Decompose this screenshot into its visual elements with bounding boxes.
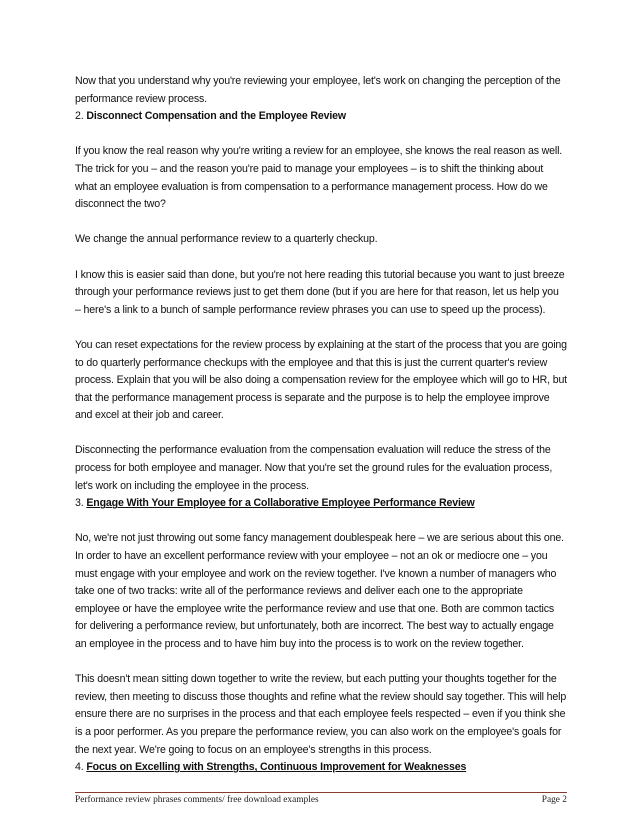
section-heading-4 <box>75 759 567 777</box>
section-title: Engage With Your Employee for a Collaborative Employee Performance Review <box>86 497 475 510</box>
section-number: 3. <box>75 497 84 510</box>
page-number: Page 2 <box>541 795 567 805</box>
paragraph: Disconnecting the performance evaluation from the compensation evaluation will reduce the stress of the process for both employee and manager. Now that you're set the ground rules for the evaluation process, let's work on including the employee in the process. <box>75 444 553 492</box>
paragraph: We change the annual performance review to a quarterly checkup. <box>75 233 378 246</box>
paragraph: You can reset expectations for the review process by explaining at the start of the process that you are going to do quarterly performance checkups with the employee and that this is just the current quarter's review process. Explain that you will be also doing a compensation review for the employee which will go to HR, but that the performance management process is separate and the purpose is to help the employee improve and excel at their job and career. <box>75 338 567 422</box>
document-body <box>75 73 567 777</box>
paragraph-intro: Now that you understand why you're reviewing your employee, let's work on changing the perception of the performance review process. <box>75 75 561 105</box>
paragraph: If you know the real reason why you're writing a review for an employee, she knows the real reason as well. The trick for you – and the reason you're paid to manage your employees – is to shift the thinking about what an employee evaluation is from compensation to a performance management process. How do we disconnect the two? <box>75 145 563 211</box>
section-heading-3 <box>75 495 567 513</box>
paragraph: This doesn't mean sitting down together to write the review, but each putting your thoughts together for the review, then meeting to discuss those thoughts and refine what the review should say together. This will help ensure there are no surprises in the process and that each employee feels respected – even if you think she is a poor performer. As you prepare the performance review, you can also work on the employee's goals for the next year. We're going to focus on an employee's strengths in this process. <box>75 673 567 756</box>
paragraph: I know this is easier said than done, but you're not here reading this tutorial because you want to just breeze through your performance reviews just to get them done (but if you are here for that reason, let us help you – here's a link to a bunch of sample performance review phrases you can use to speed up the process). <box>75 268 565 316</box>
section-number: 4. <box>75 761 84 774</box>
paragraph: No, we're not just throwing out some fancy management doublespeak here – we are serious about this one. In order to have an excellent performance review with your employee – not an ok or mediocre one – you must engage with your employee and work on the review together. I've known a number of managers who take one of two tracks: write all of the performance reviews and deliver each one to the appropriate employee or have the employee write the performance review and use that one. Both are common tactics for delivering a performance review, but unfortunately, both are incorrect. The best way to actually engage an employee in the process and to have him buy into the process is to work on the review together. <box>75 532 564 650</box>
section-heading-2 <box>75 108 567 126</box>
section-number: 2. <box>75 110 84 123</box>
section-title: Disconnect Compensation and the Employee Review <box>86 110 346 123</box>
footer-title: Performance review phrases comments/ free download examples <box>75 795 319 805</box>
section-title: Focus on Excelling with Strengths, Continuous Improvement for Weaknesses <box>86 761 467 774</box>
page-footer <box>75 792 567 805</box>
